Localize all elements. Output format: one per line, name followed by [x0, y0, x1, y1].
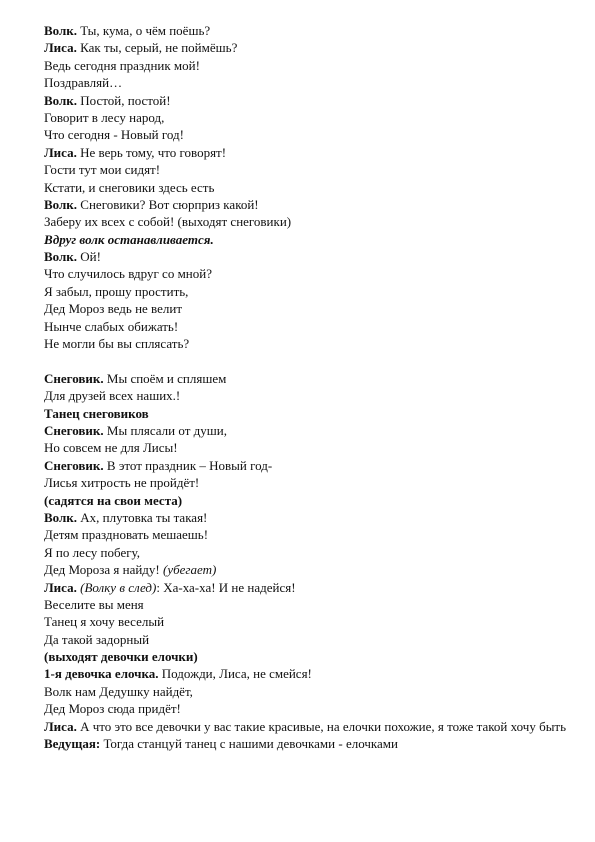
script-line: [44, 544, 574, 561]
script-line: [44, 74, 574, 91]
line-text: Я по лесу побегу,: [44, 544, 141, 560]
line-text: Нынче слабых обижать!: [44, 318, 179, 334]
script-line: [44, 579, 574, 596]
line-text: Вдруг волк останавливается.: [44, 231, 214, 247]
script-line: [44, 126, 574, 143]
script-line: [44, 300, 574, 317]
stage-direction-inline: (убегает): [163, 562, 217, 578]
script-line: [44, 387, 574, 404]
line-text: Снеговики? Вот сюрприз какой!: [77, 196, 259, 212]
speaker-label: 1-я девочка елочка.: [44, 666, 159, 682]
line-text: Как ты, серый, не поймёшь?: [76, 40, 238, 56]
script-line: [44, 144, 574, 161]
line-text: Дед Мороза я найду!: [44, 562, 163, 578]
line-text: Подожди, Лиса, не смейся!: [158, 666, 312, 682]
line-text: Дед Мороз сюда придёт!: [44, 701, 181, 717]
section-heading: [44, 405, 574, 422]
line-text: Танец я хочу веселый: [44, 614, 165, 630]
line-text: Дед Мороз ведь не велит: [44, 301, 182, 317]
speaker-label: Волк.: [44, 196, 78, 212]
script-line: [44, 265, 574, 282]
line-text: Ах, плутовка ты такая!: [77, 509, 208, 525]
script-line: [44, 39, 574, 56]
line-text: Детям праздновать мешаешь!: [44, 527, 209, 543]
line-text: : Ха-ха-ха! И не надейся!: [156, 579, 296, 595]
script-line: [44, 700, 574, 717]
line-text: Ведь сегодня праздник мой!: [44, 57, 200, 73]
script-line: [44, 526, 574, 543]
line-text: Лисья хитрость не пройдёт!: [44, 475, 200, 491]
speaker-label: Волк.: [44, 23, 78, 38]
speaker-label: Лиса.: [44, 144, 77, 160]
line-text: Да такой задорный: [44, 631, 150, 647]
line-text: Поздравляй…: [44, 75, 123, 91]
blank-line: [44, 352, 574, 369]
script-line: [44, 109, 574, 126]
script-line: [44, 248, 574, 265]
script-line: [44, 213, 574, 230]
stage-direction: [44, 492, 574, 509]
script-line: [44, 665, 574, 682]
line-text: Для друзей всех наших.!: [44, 388, 181, 404]
script-line: [44, 596, 574, 613]
script-line: [44, 92, 574, 109]
speaker-label: Волк.: [44, 509, 78, 525]
script-line: [44, 474, 574, 491]
line-text: Веселите вы меня: [44, 596, 144, 612]
speaker-label: Снеговик.: [44, 422, 104, 438]
script-line: [44, 457, 574, 474]
line-text: Говорит в лесу народ,: [44, 109, 165, 125]
script-line: [44, 57, 574, 74]
script-line: [44, 561, 574, 578]
stage-direction-inline: (Волку в след): [76, 579, 157, 595]
script-line: [44, 683, 574, 700]
speaker-label: Снеговик.: [44, 457, 104, 473]
line-text: Волк нам Дедушку найдёт,: [44, 683, 193, 699]
script-line: [44, 439, 574, 456]
script-line: [44, 631, 574, 648]
line-text: Гости тут мои сидят!: [44, 162, 161, 178]
line-text: Но совсем не для Лисы!: [44, 440, 178, 456]
script-line: [44, 509, 574, 526]
line-text: Тогда станцуй танец с нашими девочками - елочками: [100, 736, 398, 752]
speaker-label: Волк.: [44, 249, 78, 265]
speaker-label: Волк.: [44, 92, 78, 108]
stage-direction: [44, 648, 574, 665]
line-text: Я забыл, прошу простить,: [44, 283, 189, 299]
speaker-label: Лиса.: [44, 40, 77, 56]
script-line: [44, 283, 574, 300]
speaker-label: Лиса.: [44, 579, 77, 595]
script-page: [44, 22, 574, 752]
line-text: Кстати, и снеговики здесь есть: [44, 179, 215, 195]
line-text: Что случилось вдруг со мной?: [44, 266, 212, 282]
stage-direction: [44, 231, 574, 248]
line-text: Что сегодня - Новый год!: [44, 127, 184, 143]
line-text: Танец снеговиков: [44, 405, 149, 421]
line-text: В этот праздник – Новый год-: [103, 457, 273, 473]
line-text: Не могли бы вы сплясать?: [44, 336, 190, 352]
line-text: Мы споём и спляшем: [103, 370, 227, 386]
line-text: Не верь тому, что говорят!: [76, 144, 227, 160]
speaker-label: Ведущая:: [44, 736, 101, 752]
script-line: [44, 735, 574, 752]
script-line: [44, 161, 574, 178]
script-line: [44, 370, 574, 387]
line-text: А что это все девочки у вас такие красивые, на елочки похожие, я тоже такой хочу быть: [76, 718, 567, 734]
line-text: Мы плясали от души,: [103, 422, 227, 438]
line-text: Ты, кума, о чём поёшь?: [77, 23, 211, 38]
line-text: (выходят девочки елочки): [44, 649, 198, 665]
speaker-label: Лиса.: [44, 718, 77, 734]
script-line: [44, 718, 574, 735]
script-line: [44, 196, 574, 213]
script-line: [44, 422, 574, 439]
script-line: [44, 22, 574, 39]
line-text: Ой!: [77, 249, 101, 265]
script-line: [44, 613, 574, 630]
line-text: Заберу их всех с собой! (выходят снеговики): [44, 214, 292, 230]
line-text: Постой, постой!: [77, 92, 171, 108]
script-line: [44, 335, 574, 352]
line-text: (садятся на свои места): [44, 492, 183, 508]
speaker-label: Снеговик.: [44, 370, 104, 386]
script-line: [44, 318, 574, 335]
script-line: [44, 179, 574, 196]
